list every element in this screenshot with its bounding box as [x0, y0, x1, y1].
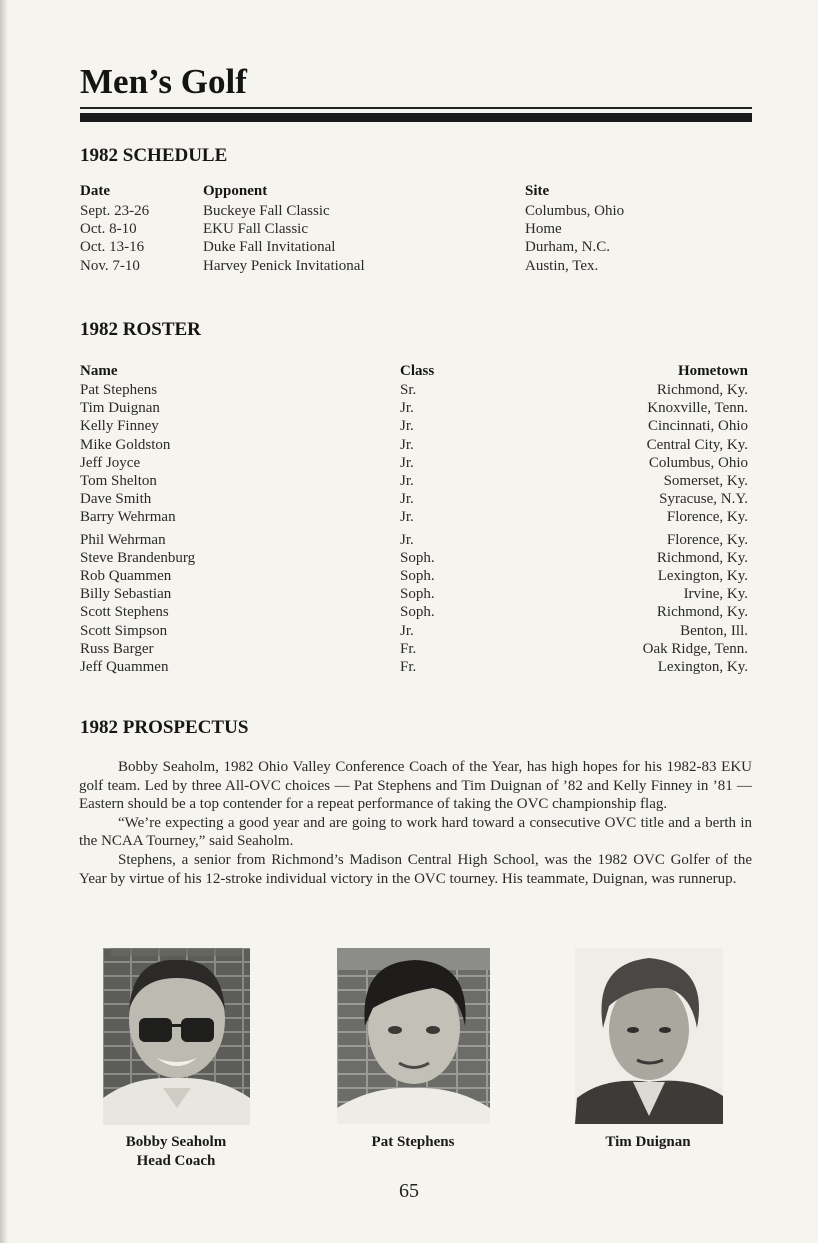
- schedule-header-site: Site: [525, 183, 550, 199]
- schedule-date: Oct. 8-10: [80, 221, 137, 238]
- roster-class: Jr.: [400, 491, 414, 508]
- roster-name: Phil Wehrman: [80, 531, 166, 548]
- roster-class: Jr.: [400, 509, 414, 526]
- prospectus-paragraph: “We’re expecting a good year and are going to work hard toward a consecutive OVC title and a berth in the NCAA Tourney,” said Seaholm.: [79, 814, 752, 850]
- tim-duignan-portrait-photo: [575, 948, 723, 1124]
- roster-class: Jr.: [400, 531, 414, 548]
- roster-class: Sr.: [400, 382, 417, 398]
- roster-heading: 1982 ROSTER: [80, 319, 201, 340]
- roster-hometown: Richmond, Ky.: [656, 549, 748, 566]
- page-binding-shadow: [0, 0, 9, 1243]
- schedule-opponent: Buckeye Fall Classic: [203, 203, 330, 219]
- roster-hometown: Florence, Ky.: [666, 509, 748, 526]
- page-number: 65: [399, 1180, 419, 1202]
- coach-title: Head Coach: [136, 1152, 216, 1169]
- roster-hometown: Lexington, Ky.: [657, 659, 748, 676]
- roster-class: Fr.: [400, 659, 417, 676]
- roster-name: Rob Quammen: [80, 568, 172, 585]
- roster-name: Kelly Finney: [80, 418, 159, 435]
- coach-name: Bobby Seaholm: [125, 1134, 227, 1150]
- roster-class: Soph.: [400, 604, 435, 621]
- roster-class: Soph.: [400, 549, 435, 566]
- roster-hometown: Syracuse, N.Y.: [659, 491, 748, 508]
- roster-class: Jr.: [400, 622, 414, 639]
- roster-hometown: Irvine, Ky.: [683, 586, 748, 603]
- roster-class: Jr.: [400, 454, 414, 471]
- schedule-opponent: Harvey Penick Invitational: [203, 257, 365, 274]
- schedule-site: Austin, Tex.: [525, 257, 599, 274]
- page-title: Men’s Golf: [80, 62, 247, 101]
- roster-hometown: Benton, Ill.: [680, 622, 748, 639]
- roster-hometown: Richmond, Ky.: [656, 604, 748, 621]
- schedule-date-column: [80, 202, 149, 275]
- roster-class: Soph.: [400, 586, 435, 603]
- roster-hometown: Lexington, Ky.: [657, 568, 748, 585]
- pat-stephens-portrait-photo: [337, 948, 490, 1124]
- roster-name: Jeff Joyce: [80, 454, 141, 471]
- prospectus-paragraph: Bobby Seaholm, 1982 Ohio Valley Conference Coach of the Year, has high hopes for his 1982-83 EKU golf team. Led by three All-OVC choices — Pat Stephens and Tim Duignan of ’82 and Kelly Finney in ’81 — Eastern should be a top contender for a repeat performance of taking the OVC championship flag.: [79, 759, 752, 813]
- schedule-site: Home: [525, 221, 562, 238]
- roster-name: Scott Stephens: [80, 604, 169, 621]
- roster-name: Mike Goldston: [80, 436, 171, 453]
- tim-duignan-caption: Tim Duignan: [605, 1134, 691, 1150]
- roster-name: Scott Simpson: [80, 622, 168, 639]
- coach-portrait-photo: [103, 948, 250, 1125]
- schedule-site: Durham, N.C.: [525, 239, 610, 256]
- roster-name: Tom Shelton: [80, 473, 157, 490]
- roster-class: Jr.: [400, 400, 414, 417]
- schedule-site: Columbus, Ohio: [525, 203, 625, 219]
- roster-name: Tim Duignan: [80, 400, 160, 417]
- schedule-site-column: [525, 202, 624, 275]
- schedule-opponent-column: [203, 202, 365, 275]
- roster-hometown: Somerset, Ky.: [663, 473, 748, 490]
- roster-class: Fr.: [400, 640, 417, 657]
- roster-hometown: Cincinnati, Ohio: [648, 418, 748, 435]
- schedule-date: Oct. 13-16: [80, 239, 145, 256]
- prospectus-body: [79, 758, 752, 888]
- roster-hometown: Florence, Ky.: [666, 531, 748, 548]
- schedule-date: Sept. 23-26: [80, 203, 150, 219]
- coach-caption: [100, 1133, 252, 1170]
- prospectus-paragraph: Stephens, a senior from Richmond’s Madison Central High School, was the 1982 OVC Golfer of the Year by virtue of his 12-stroke individual victory in the OVC tourney. His teammate, Duignan, was runnerup.: [79, 851, 752, 887]
- roster-name: Pat Stephens: [80, 382, 158, 398]
- roster-class: Jr.: [400, 436, 414, 453]
- prospectus-heading: 1982 PROSPECTUS: [80, 717, 249, 738]
- schedule-header-opponent: Opponent: [203, 183, 268, 199]
- roster-name: Russ Barger: [80, 640, 154, 657]
- roster-header-hometown: Hometown: [678, 363, 748, 379]
- schedule-heading: 1982 SCHEDULE: [80, 145, 228, 166]
- pat-stephens-caption: Pat Stephens: [371, 1134, 455, 1150]
- roster-class: Soph.: [400, 568, 435, 585]
- roster-header-class: Class: [400, 363, 435, 379]
- roster-name: Steve Brandenburg: [80, 549, 196, 566]
- roster-name: Dave Smith: [80, 491, 152, 508]
- schedule-date: Nov. 7-10: [80, 257, 140, 274]
- roster-class: Jr.: [400, 418, 414, 435]
- roster-hometown: Knoxville, Tenn.: [647, 400, 748, 417]
- roster-hometown: Richmond, Ky.: [656, 382, 748, 398]
- title-rule-thick: [80, 113, 752, 122]
- roster-hometown: Central City, Ky.: [646, 436, 748, 453]
- roster-hometown: Oak Ridge, Tenn.: [642, 640, 748, 657]
- roster-name: Billy Sebastian: [80, 586, 172, 603]
- roster-name: Barry Wehrman: [80, 509, 176, 526]
- roster-hometown: Columbus, Ohio: [648, 454, 748, 471]
- roster-class: Jr.: [400, 473, 414, 490]
- roster-name-column: [80, 381, 195, 676]
- schedule-opponent: EKU Fall Classic: [203, 221, 308, 238]
- schedule-opponent: Duke Fall Invitational: [203, 239, 336, 256]
- roster-header-name: Name: [80, 363, 118, 379]
- title-rule-thin: [80, 107, 752, 109]
- schedule-header-date: Date: [80, 183, 110, 199]
- roster-name: Jeff Quammen: [80, 659, 169, 676]
- roster-hometown-column: [540, 381, 748, 676]
- roster-class-column: [400, 381, 435, 676]
